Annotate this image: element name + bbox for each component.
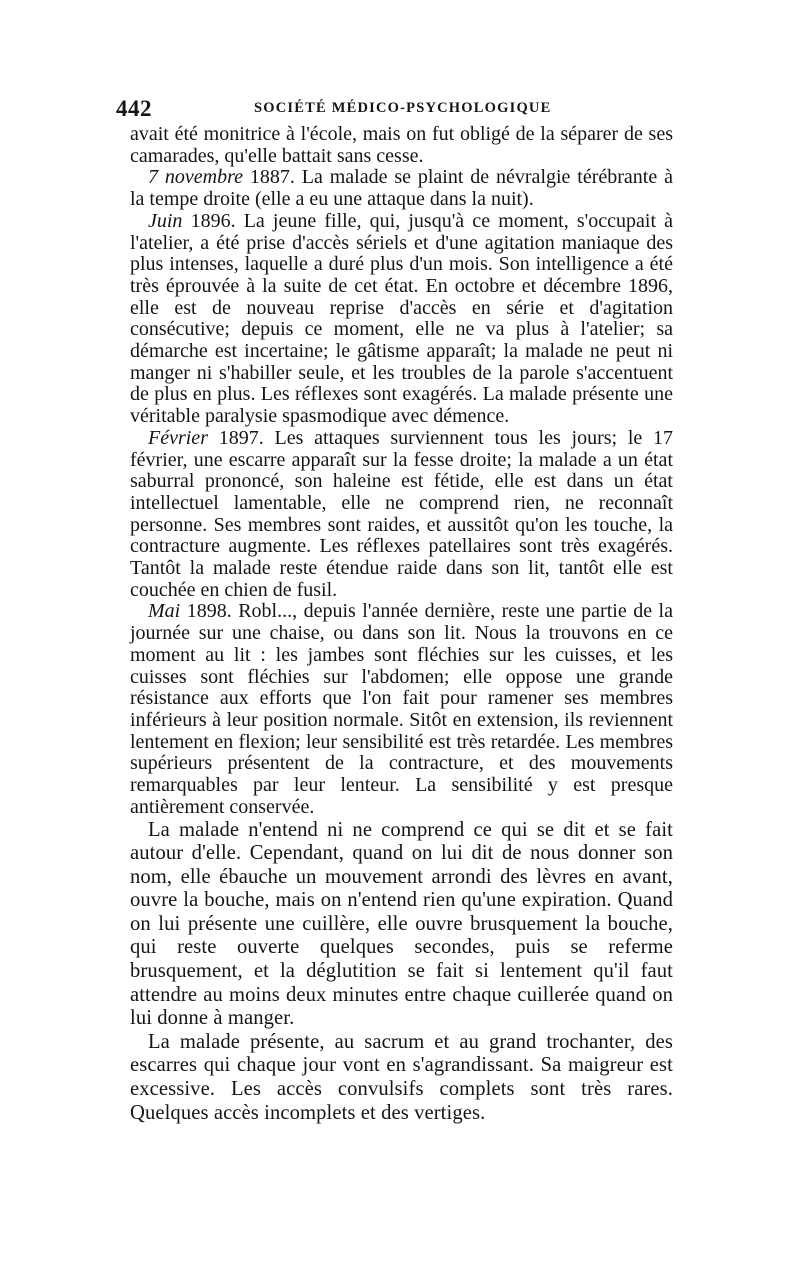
entry-date: 7 novembre bbox=[148, 166, 243, 189]
page-number: 442 bbox=[116, 96, 152, 121]
paragraph-text: La malade présente, au sacrum et au grand trochanter, des escarres qui chaque jour vont en s'agrandissant. Sa maigreur est excessive. Les accès convulsifs complets sont très rares. Quelques accès incomplets et des vertiges. bbox=[130, 1030, 673, 1124]
paragraph-text: 1896. La jeune fille, qui, jusqu'à ce moment, s'occupait à l'atelier, a été prise d'accès sériels et d'une agitation maniaque des plus intenses, laquelle a duré plus d'un mois. Son intelligence a été très éprouvée à la suite de cet état. En octobre et décembre 1896, elle est de nouveau reprise d'accès en série et d'agitation consécutive; depuis ce moment, elle ne va plus à l'atelier; sa démarche est incertaine; le gâtisme apparaît; la malade ne peut ni manger ni s'habiller seule, et les troubles de la parole s'accentuent de plus en plus. Les réflexes sont exagérés. La malade présente une véritable paralysie spasmodique avec démence. bbox=[130, 209, 673, 428]
paragraph-escarres bbox=[130, 1031, 673, 1125]
paragraph-text: 1898. Robl..., depuis l'année dernière, reste une partie de la journée sur une chaise, ou dans son lit. Nous la trouvons en ce moment au lit : les jambes sont fléchies sur les cuisses, et les cuisses sont fléchies sur l'abdomen; elle oppose une grande résistance aux efforts que l'on fait pour ramener ses membres inférieurs à leur position normale. Sitôt en extension, ils reviennent lentement en flexion; leur sensibilité est très retardée. Les membres supérieurs présentent de la contracture, et des mouvements remarquables par leur lenteur. La sensibilité y est presque antièrement conservée. bbox=[130, 600, 673, 818]
body-text bbox=[130, 124, 673, 1125]
paragraph-text: La malade n'entend ni ne comprend ce qui se dit et se fait autour d'elle. Cependant, quand on lui dit de nous donner son nom, elle ébauche un mouvement arrondi des lèvres en avant, ouvre la bouche, mais on n'entend rien qu'une expiration. Quand on lui présente une cuillère, elle ouvre brusquement la bouche, qui reste ouverte quelques secondes, puis se referme brusquement, et la déglutition se fait si lentement qu'il faut attendre au moins deux minutes entre chaque cuillerée quand on lui donne à manger. bbox=[130, 818, 673, 1030]
paragraph-entry-1887 bbox=[130, 167, 673, 210]
paragraph-entry-1897 bbox=[130, 428, 673, 602]
running-head bbox=[116, 96, 676, 124]
entry-date: Février bbox=[148, 426, 208, 449]
paragraph-entry-1896 bbox=[130, 211, 673, 428]
journal-title: SOCIÉTÉ MÉDICO-PSYCHOLOGIQUE bbox=[254, 100, 552, 116]
entry-date: Mai bbox=[148, 600, 181, 623]
paragraph-hearing bbox=[130, 819, 673, 1031]
paragraph-text: 1887. La malade se plaint de névralgie térébrante à la tempe droite (elle a eu une attaque dans la nuit). bbox=[130, 166, 673, 211]
entry-date: Juin bbox=[148, 209, 183, 232]
paragraph-text: avait été monitrice à l'école, mais on fut obligé de la séparer de ses camarades, qu'elle battait sans cesse. bbox=[130, 123, 673, 167]
paragraph-continuation bbox=[130, 124, 673, 167]
paragraph-text: 1897. Les attaques surviennent tous les jours; le 17 février, une escarre apparaît sur la fesse droite; la malade a un état saburral prononcé, son haleine est fétide, elle est dans un état intellectuel lamentable, elle ne comprend rien, ne reconnaît personne. Ses membres sont raides, et aussitôt qu'on les touche, la contracture augmente. Les réflexes patellaires sont très exagérés. Tantôt la malade reste étendue raide dans son lit, tantôt elle est couchée en chien de fusil. bbox=[130, 426, 673, 601]
paragraph-entry-1898 bbox=[130, 601, 673, 818]
